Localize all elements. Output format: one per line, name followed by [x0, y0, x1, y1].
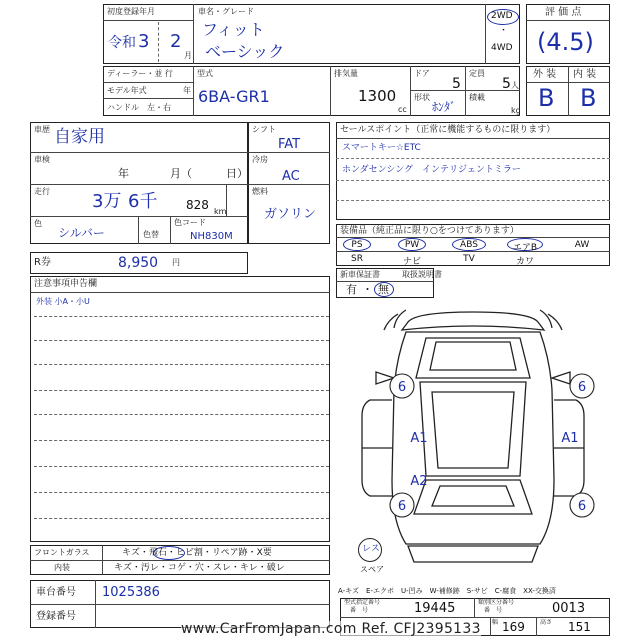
persons-unit: 人 [511, 81, 519, 90]
door-value: 5 [452, 76, 461, 92]
sales-point-2: ホンダセンシング インテリジェントミラー [342, 165, 521, 175]
category-label: 車歴 [34, 125, 50, 134]
class-sub: 番 号 [484, 607, 503, 614]
car-name-label: 車名・グレード [198, 7, 254, 16]
equip-abs: ABS [460, 240, 478, 250]
type-desig-sub: 番 号 [350, 607, 369, 614]
equip-ps: PS [351, 240, 363, 250]
month-unit: 月 [184, 51, 192, 60]
shift-label: シフト [252, 125, 276, 134]
warranty-none: 無 [378, 283, 389, 296]
shape-label: 形状 [414, 93, 430, 102]
equipment-label: 装備品（純正品に限り○をつけてあります） [340, 226, 519, 236]
exterior-grade: B [538, 84, 555, 112]
reg-year: 3 [138, 31, 150, 52]
interior-grade: B [580, 84, 597, 112]
equip-airbag: エアB [512, 243, 538, 253]
fuel-label: 燃料 [252, 187, 268, 196]
equip-aw: AW [574, 240, 590, 250]
damage-legend: A-キズ E-エクボ U-凹み W-補修跡 S-サビ C-腐食 XX-交換済 [338, 587, 556, 595]
reg-month: 2 [170, 31, 182, 52]
mark-right-door: A1 [561, 431, 579, 446]
category-value: 自家用 [54, 127, 105, 147]
height-label: 高さ [540, 619, 553, 626]
type-label: 型式 [197, 69, 213, 78]
capacity-value: 5 [502, 76, 511, 92]
displacement-label: 排気量 [334, 69, 358, 78]
type-value: 6BA-GR1 [198, 87, 270, 106]
cc-unit: cc [398, 105, 407, 114]
manual-label: 取扱説明書 [402, 270, 442, 279]
mark-rear-left-wheel: 6 [397, 499, 407, 514]
km-unit: km [214, 207, 227, 216]
chassis-value: 1025386 [102, 585, 160, 600]
model-year-unit: 年 [183, 86, 191, 95]
mark-front-right-wheel: 6 [577, 380, 587, 395]
interior-check-options: キズ・汚レ・コゲ・穴・スレ・キレ・破レ [114, 563, 285, 573]
watermark: www.CarFromJapan.com Ref. CFJ2395133 [181, 621, 481, 637]
width-label: 幅 [492, 619, 499, 626]
height-value: 151 [568, 620, 591, 634]
type-desig-value: 19445 [414, 601, 456, 616]
type-desig-label: 型式指定番号 [344, 599, 381, 606]
era: 令和 [108, 35, 136, 51]
shape-value: ﾎﾝﾀﾞ [432, 100, 457, 114]
mileage-sen: 6千 [128, 191, 158, 212]
equip-navi: ナビ [402, 257, 421, 267]
inspection-day: 日） [226, 167, 248, 180]
drive-sep: ・ [499, 26, 509, 36]
color-label: 色 [34, 219, 42, 228]
interior-check-label: 内装 [54, 563, 70, 572]
weight-label: 積載 [469, 93, 485, 102]
capacity-label: 定員 [469, 69, 485, 78]
door-label: ドア [414, 69, 430, 78]
score-label: 評 価 点 [545, 7, 582, 18]
front-glass-label: フロントガラス [34, 548, 90, 557]
handle-label: ハンドル 左・右 [107, 103, 171, 112]
recycle-value: 8,950 [118, 255, 159, 271]
warranty-has: 有 [346, 283, 357, 296]
header-section [103, 4, 520, 64]
front-glass-options: キズ・飛石・ヒビ割・リペア跡・X要 [122, 548, 272, 558]
sales-point-1: スマートキー☆ETC [342, 143, 421, 153]
drive-4wd: 4WD [491, 43, 513, 53]
mark-rear-right-wheel: 6 [577, 499, 587, 514]
color-code-label: 色コード [174, 218, 206, 227]
width-value: 169 [502, 620, 525, 634]
notes-line-1: 外装 小A・小U [36, 297, 90, 306]
mark-left-rear: A2 [410, 474, 428, 489]
equip-tv: TV [463, 254, 475, 264]
spare-circle-text: レス [362, 544, 380, 554]
drive-2wd: 2WD [491, 11, 513, 21]
sales-points-label: セールスポイント（正常に機能するものに限ります） [340, 125, 556, 135]
fuel-value: ガソリン [264, 207, 317, 222]
inspection-month: 月（ [170, 167, 192, 180]
shift-value: FAT [278, 137, 301, 152]
recycle-label: R券 [34, 257, 51, 268]
notes-label: 注意事項申告欄 [34, 279, 98, 289]
mileage-label: 走行 [34, 187, 50, 196]
equip-pw: PW [404, 240, 420, 250]
car-name: フィット [202, 20, 265, 39]
model-year-label: モデル年式 [107, 86, 147, 95]
spare-label: スペア [360, 565, 384, 574]
ac-value: AC [282, 169, 300, 184]
class-label: 類別区分番号 [478, 599, 515, 606]
mark-left-door: A1 [410, 431, 428, 446]
stone-chip-circle [153, 546, 185, 560]
first-reg-label: 初度登録年月 [107, 7, 155, 16]
color-change-label: 色替 [143, 230, 159, 239]
color-code-value: NH830M [190, 231, 233, 242]
warranty-sep: ・ [362, 283, 373, 296]
chassis-label: 車台番号 [36, 587, 76, 598]
mark-front-left-wheel: 6 [397, 380, 407, 395]
reg-number-label: 登録番号 [36, 611, 76, 622]
ac-label: 冷房 [252, 155, 268, 164]
new-car-warranty-label: 新車保証書 [340, 270, 380, 279]
equip-sr: SR [351, 254, 363, 264]
mileage-man: 3万 [92, 191, 122, 212]
displacement-value: 1300 [358, 87, 397, 105]
kg-unit: kg [511, 106, 521, 115]
score-value: (4.5) [537, 28, 594, 56]
grade: ベーシック [205, 42, 285, 61]
color-value: シルバー [58, 226, 105, 240]
recycle-unit: 円 [172, 258, 180, 267]
class-value: 0013 [552, 601, 586, 616]
mileage-exact: 828 [186, 198, 209, 212]
exterior-label: 外 装 [533, 69, 557, 80]
inspection-label: 車検 [34, 155, 50, 164]
inspection-year: 年 [118, 167, 129, 180]
equip-leather: カワ [515, 257, 534, 267]
dealer-label: ディーラー・並 行 [107, 69, 173, 78]
interior-label: 内 装 [573, 69, 597, 80]
